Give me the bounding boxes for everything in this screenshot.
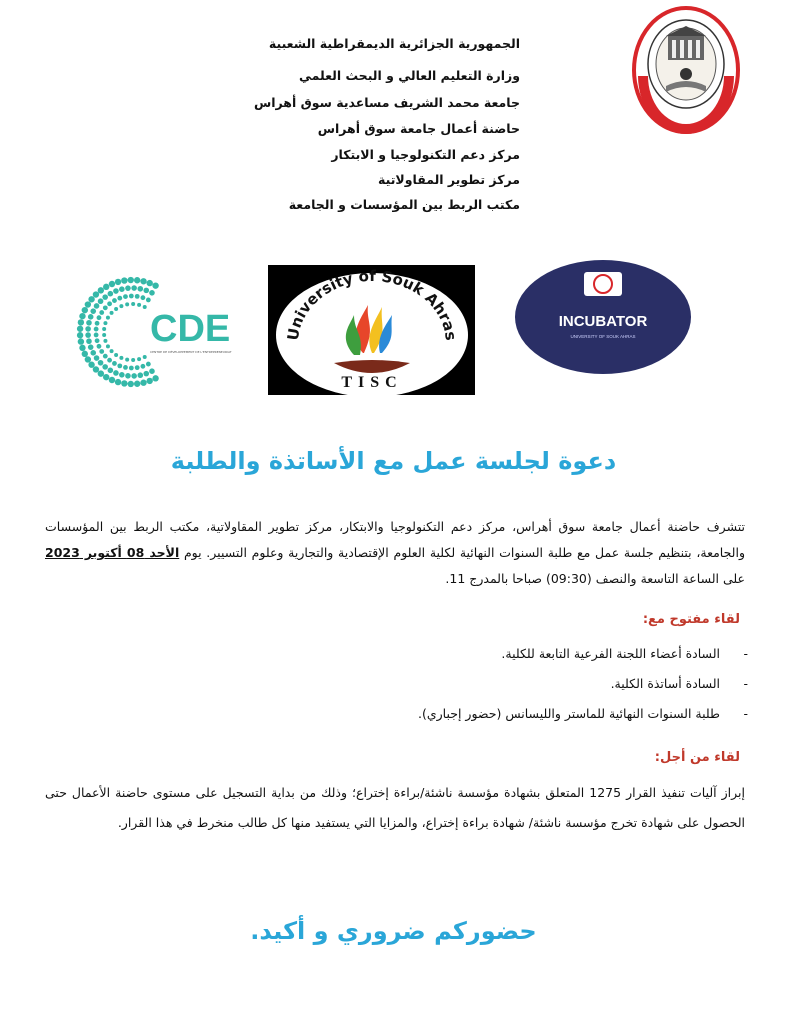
- header-line-4: حاضنة أعمال جامعة سوق أهراس: [317, 121, 520, 136]
- cde-dot: [112, 361, 117, 366]
- cde-dot: [108, 368, 114, 374]
- cde-dot: [110, 311, 114, 315]
- cde-dot: [103, 321, 107, 325]
- cde-dot: [125, 373, 131, 379]
- cde-dot: [125, 358, 129, 362]
- cde-dot: [86, 338, 92, 344]
- incubator-text: INCUBATOR: [558, 313, 648, 330]
- cde-dot: [147, 280, 153, 286]
- list-item-text: السادة أعضاء اللجنة الفرعية التابعة للكلية.: [501, 646, 720, 661]
- cde-logo: [70, 272, 266, 390]
- cde-dot: [82, 307, 88, 313]
- cde-dot: [137, 372, 143, 378]
- cde-dot: [149, 368, 155, 374]
- cde-dot: [85, 356, 91, 362]
- cde-dot: [94, 303, 100, 309]
- header-line-6: مركز تطوير المقاولاتية: [378, 172, 520, 187]
- open-meeting-heading: لقاء مفتوح مع:: [642, 612, 740, 627]
- cde-dot: [107, 358, 112, 363]
- cde-dot: [97, 344, 102, 349]
- cde-dot: [128, 277, 134, 283]
- cde-dot: [107, 301, 112, 306]
- tisc-text: TISC: [341, 374, 403, 391]
- header-line-1: الجمهورية الجزائرية الديمقراطية الشعبية: [268, 36, 520, 51]
- cde-dot: [123, 365, 128, 370]
- cde-dot: [129, 294, 134, 299]
- cde-dot: [88, 362, 94, 368]
- tisc-logo: [268, 265, 475, 395]
- cde-dot: [98, 298, 104, 304]
- cde-dot: [78, 338, 84, 344]
- cde-dot: [78, 319, 84, 325]
- cde-dot: [93, 291, 99, 297]
- cde-dot: [98, 370, 104, 376]
- cde-dot: [94, 327, 99, 332]
- cde-dot: [90, 350, 96, 356]
- cde-dot: [94, 333, 99, 338]
- cde-dot: [103, 374, 109, 380]
- cde-dot: [99, 349, 104, 354]
- intro-text-part1: تتشرف حاضنة أعمال جامعة سوق أهراس، مركز دعم التكنولوجيا والابتكار، مركز تطوير المقاولاتية، مكتب الربط بين المؤسسات والجامعة، بتنظيم جلسة عمل مع طلبة السنوات النهائية لكلية العلوم الإقتصادية والتجارية وعلوم التسيير. يوم: [45, 519, 745, 560]
- cde-dot: [114, 353, 118, 357]
- intro-date: الأحد 08 أكتوبر 2023: [45, 545, 180, 560]
- list-item-text: السادة أساتذة الكلية.: [610, 676, 720, 691]
- cde-dot: [123, 294, 128, 299]
- cde-dot: [119, 304, 123, 308]
- cde-dot: [152, 282, 158, 288]
- cde-dot: [128, 381, 134, 387]
- cde-dot: [82, 351, 88, 357]
- purpose-heading: لقاء من أجل:: [654, 750, 740, 765]
- cde-dot: [134, 277, 140, 283]
- cde-dot: [131, 302, 135, 306]
- cde-dot: [79, 313, 85, 319]
- cde-dot: [102, 333, 106, 337]
- cde-dot: [113, 288, 119, 294]
- cde-dot: [85, 332, 91, 338]
- header-line-5: مركز دعم التكنولوجيا و الابتكار: [331, 147, 520, 162]
- cde-dot: [103, 354, 108, 359]
- cde-dot: [112, 298, 117, 303]
- cde-dot: [109, 281, 115, 287]
- cde-dot: [86, 320, 92, 326]
- cde-dot: [140, 380, 146, 386]
- cde-dot: [94, 355, 100, 361]
- cde-dot: [131, 285, 137, 291]
- bullet-dash: -: [743, 706, 748, 721]
- university-seal-logo: [632, 6, 740, 134]
- cde-dot: [119, 372, 125, 378]
- cde-dot: [121, 380, 127, 386]
- cde-dot: [131, 373, 137, 379]
- cde-dot: [149, 290, 155, 296]
- cde-dot: [135, 294, 140, 299]
- cde-dot: [143, 305, 147, 309]
- cde-dot: [77, 332, 83, 338]
- cde-logo-text: CDE: [150, 308, 231, 350]
- intro-paragraph: [45, 514, 745, 592]
- cde-dot: [137, 303, 141, 307]
- cde-dot: [146, 298, 151, 303]
- list-item: [120, 676, 748, 691]
- cde-dot: [98, 287, 104, 293]
- cde-dot: [134, 381, 140, 387]
- cde-dot: [117, 296, 122, 301]
- cde-dot: [93, 366, 99, 372]
- incubator-subtext: UNIVERSITY OF SOUK AHRAS: [570, 334, 636, 339]
- cde-dot: [77, 326, 83, 332]
- cde-dot: [135, 365, 140, 370]
- tisc-arc-text: University of Souk Ahras: [283, 266, 461, 342]
- cde-dot: [129, 366, 134, 371]
- cde-dot: [143, 288, 149, 294]
- cde-dot: [109, 377, 115, 383]
- cde-dot: [102, 294, 108, 300]
- cde-dot: [152, 375, 158, 381]
- cde-dot: [137, 286, 143, 292]
- cde-dot: [85, 301, 91, 307]
- page-title: دعوة لجلسة عمل مع الأساتذة والطلبة: [170, 447, 617, 475]
- cde-dot: [90, 308, 96, 314]
- cde-dot: [102, 327, 106, 331]
- cde-dot: [121, 277, 127, 283]
- header-line-2: وزارة التعليم العالي و البحث العلمي: [298, 68, 520, 83]
- cde-dot: [102, 364, 108, 370]
- cde-dot: [103, 305, 108, 310]
- cde-dot: [88, 344, 94, 350]
- cde-dot: [125, 302, 129, 306]
- cde-dot: [106, 316, 110, 320]
- cde-dot: [110, 349, 114, 353]
- cde-dot: [115, 279, 121, 285]
- list-item: [120, 646, 748, 661]
- cde-dot: [115, 379, 121, 385]
- cde-dot: [146, 362, 151, 367]
- cde-dot: [131, 358, 135, 362]
- cde-dot: [141, 295, 146, 300]
- cde-dot: [125, 285, 131, 291]
- cde-dot: [113, 370, 119, 376]
- cde-dot: [143, 355, 147, 359]
- closing-statement: حضوركم ضروري و أكيد.: [250, 917, 537, 945]
- cde-dot: [103, 339, 107, 343]
- list-item-text: طلبة السنوات النهائية للماستر والليسانس (حضور إجباري).: [418, 706, 720, 721]
- purpose-paragraph: إبراز آليات تنفيذ القرار 1275 المتعلق بشهادة مؤسسة ناشئة/براءة إختراع؛ وذلك من بداية التسجيل على مستوى حاضنة الأعمال حتى الحصول على شهادة تخرج مؤسسة ناشئة/ شهادة براءة إختراع، والمزايا التي يستفيد منها كل طالب منخرط في هذا القرار.: [45, 785, 746, 830]
- bullet-dash: -: [743, 646, 748, 661]
- intro-text-part2: على الساعة التاسعة والنصف (09:30) صباحا بالمدرج 11.: [445, 571, 745, 586]
- cde-dot: [99, 310, 104, 315]
- cde-dot: [106, 344, 110, 348]
- cde-dot: [103, 284, 109, 290]
- cde-dot: [143, 371, 149, 377]
- cde-dot: [117, 363, 122, 368]
- cde-dot: [119, 356, 123, 360]
- cde-dot: [98, 360, 104, 366]
- cde-dot: [147, 378, 153, 384]
- cde-dot: [140, 278, 146, 284]
- cde-dot: [95, 321, 100, 326]
- cde-dot: [114, 307, 118, 311]
- bullet-dash: -: [743, 676, 748, 691]
- cde-dot: [79, 345, 85, 351]
- cde-dot: [119, 286, 125, 292]
- header-line-7: مكتب الربط بين المؤسسات و الجامعة: [288, 197, 520, 212]
- list-item: [120, 706, 748, 721]
- cde-dot: [97, 315, 102, 320]
- cde-dot: [88, 314, 94, 320]
- cde-dot: [137, 357, 141, 361]
- cde-dot: [108, 291, 114, 297]
- cde-dot: [95, 338, 100, 343]
- cde-dot: [85, 326, 91, 332]
- incubator-logo: [512, 258, 694, 376]
- cde-logo-subtext: CENTRE DE DÉVELOPPEMENT DE L'ENTREPRENEURIAT: [150, 350, 232, 354]
- cde-dot: [141, 364, 146, 369]
- cde-dot: [88, 296, 94, 302]
- header-line-3: جامعة محمد الشريف مساعدية سوق أهراس: [254, 95, 520, 110]
